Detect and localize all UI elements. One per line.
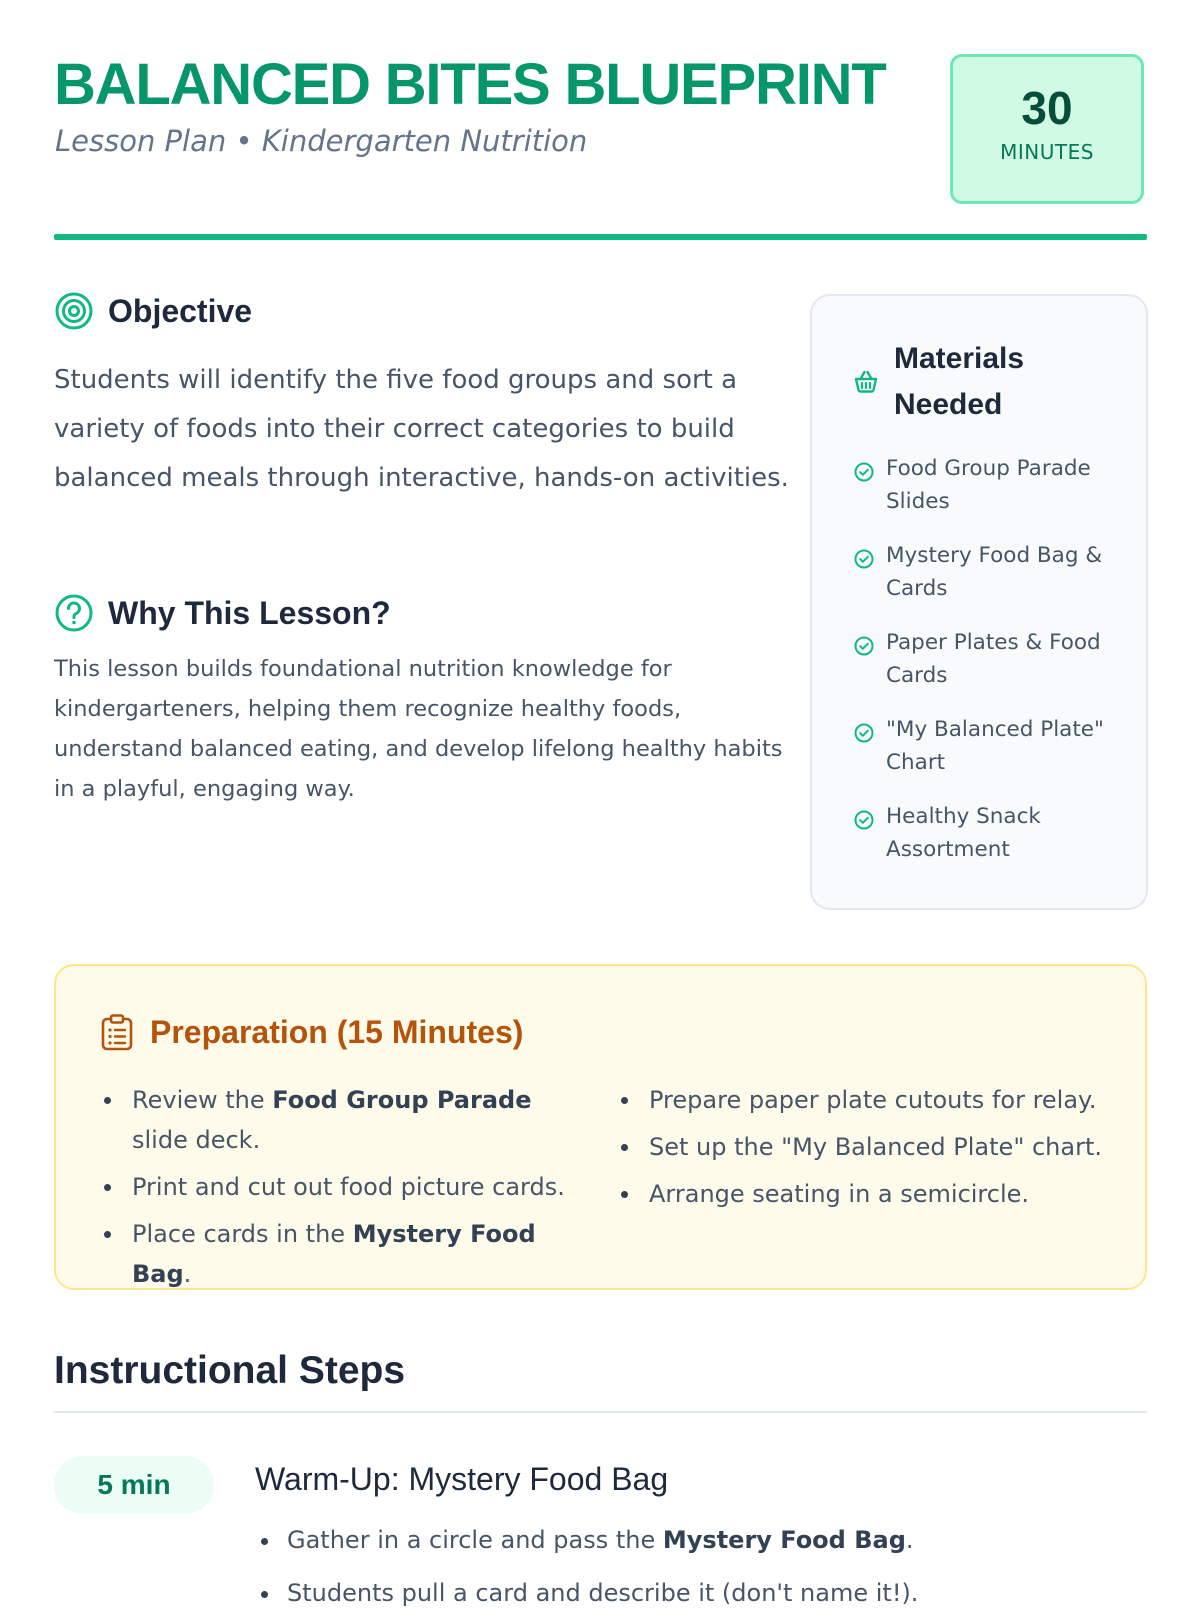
list-item: Arrange seating in a semicircle.: [617, 1174, 1127, 1214]
clipboard-icon: [100, 1013, 134, 1051]
material-label: Paper Plates & Food Cards: [886, 630, 1101, 688]
preparation-list-right: [617, 1080, 1127, 1221]
materials-card: [810, 294, 1148, 910]
list-item: [852, 626, 1116, 713]
list-item: Place cards in the Mystery Food Bag.: [100, 1214, 570, 1294]
material-label: Food Group Parade Slides: [886, 456, 1091, 514]
question-circle-icon: [54, 593, 94, 633]
duration-badge: [950, 54, 1144, 204]
list-item: Set up the "My Balanced Plate" chart.: [617, 1127, 1127, 1167]
target-icon: [54, 291, 94, 331]
basket-icon: [852, 368, 880, 396]
preparation-card: [54, 964, 1147, 1290]
material-label: "My Balanced Plate" Chart: [886, 717, 1104, 775]
objective-text: Students will identify the five food groups and sort a variety of foods into their correct categories to build balanced meals through interactive, hands-on activities.: [54, 365, 789, 493]
why-heading: [54, 593, 391, 633]
duration-value: 30: [1021, 82, 1073, 134]
list-item: Students pull a card and describe it (don't name it!).: [255, 1567, 1135, 1620]
step-title: Warm-Up: Mystery Food Bag: [255, 1461, 669, 1497]
objective-title: Objective: [108, 293, 253, 329]
list-item: Print and cut out food picture cards.: [100, 1167, 570, 1207]
page-title: BALANCED BITES BLUEPRINT: [54, 52, 886, 117]
steps-heading: Instructional Steps: [54, 1349, 406, 1392]
list-item: Review the Food Group Parade slide deck.: [100, 1080, 570, 1160]
why-title: Why This Lesson?: [108, 595, 391, 631]
materials-title: Materials Needed: [894, 342, 1025, 421]
steps-divider: [54, 1411, 1147, 1413]
step-duration-badge: 5 min: [54, 1456, 214, 1514]
preparation-list-left: [100, 1080, 570, 1301]
duration-unit: MINUTES: [1000, 140, 1094, 164]
list-item: [852, 452, 1116, 539]
preparation-heading: [100, 1012, 523, 1052]
check-circle-icon: [852, 808, 876, 832]
material-label: Mystery Food Bag & Cards: [886, 543, 1103, 601]
objective-heading: [54, 291, 252, 331]
page-subtitle: Lesson Plan • Kindergarten Nutrition: [55, 124, 588, 158]
header-divider: [54, 234, 1147, 240]
list-item: Prepare paper plate cutouts for relay.: [617, 1080, 1127, 1120]
list-item: [852, 713, 1116, 800]
material-label: Healthy Snack Assortment: [886, 804, 1041, 862]
materials-list: [852, 452, 1116, 887]
list-item: Gather in a circle and pass the Mystery Food Bag.: [255, 1514, 1135, 1567]
check-circle-icon: [852, 721, 876, 745]
why-text: This lesson builds foundational nutrition knowledge for kindergarteners, helping them recognize healthy foods, understand balanced eating, and develop lifelong healthy habits in a playful, engaging way.: [54, 656, 783, 802]
preparation-title: Preparation (15 Minutes): [150, 1014, 524, 1050]
check-circle-icon: [852, 547, 876, 571]
step-bullets: [255, 1514, 1135, 1620]
check-circle-icon: [852, 634, 876, 658]
list-item: [852, 539, 1116, 626]
list-item: [852, 800, 1116, 887]
check-circle-icon: [852, 460, 876, 484]
